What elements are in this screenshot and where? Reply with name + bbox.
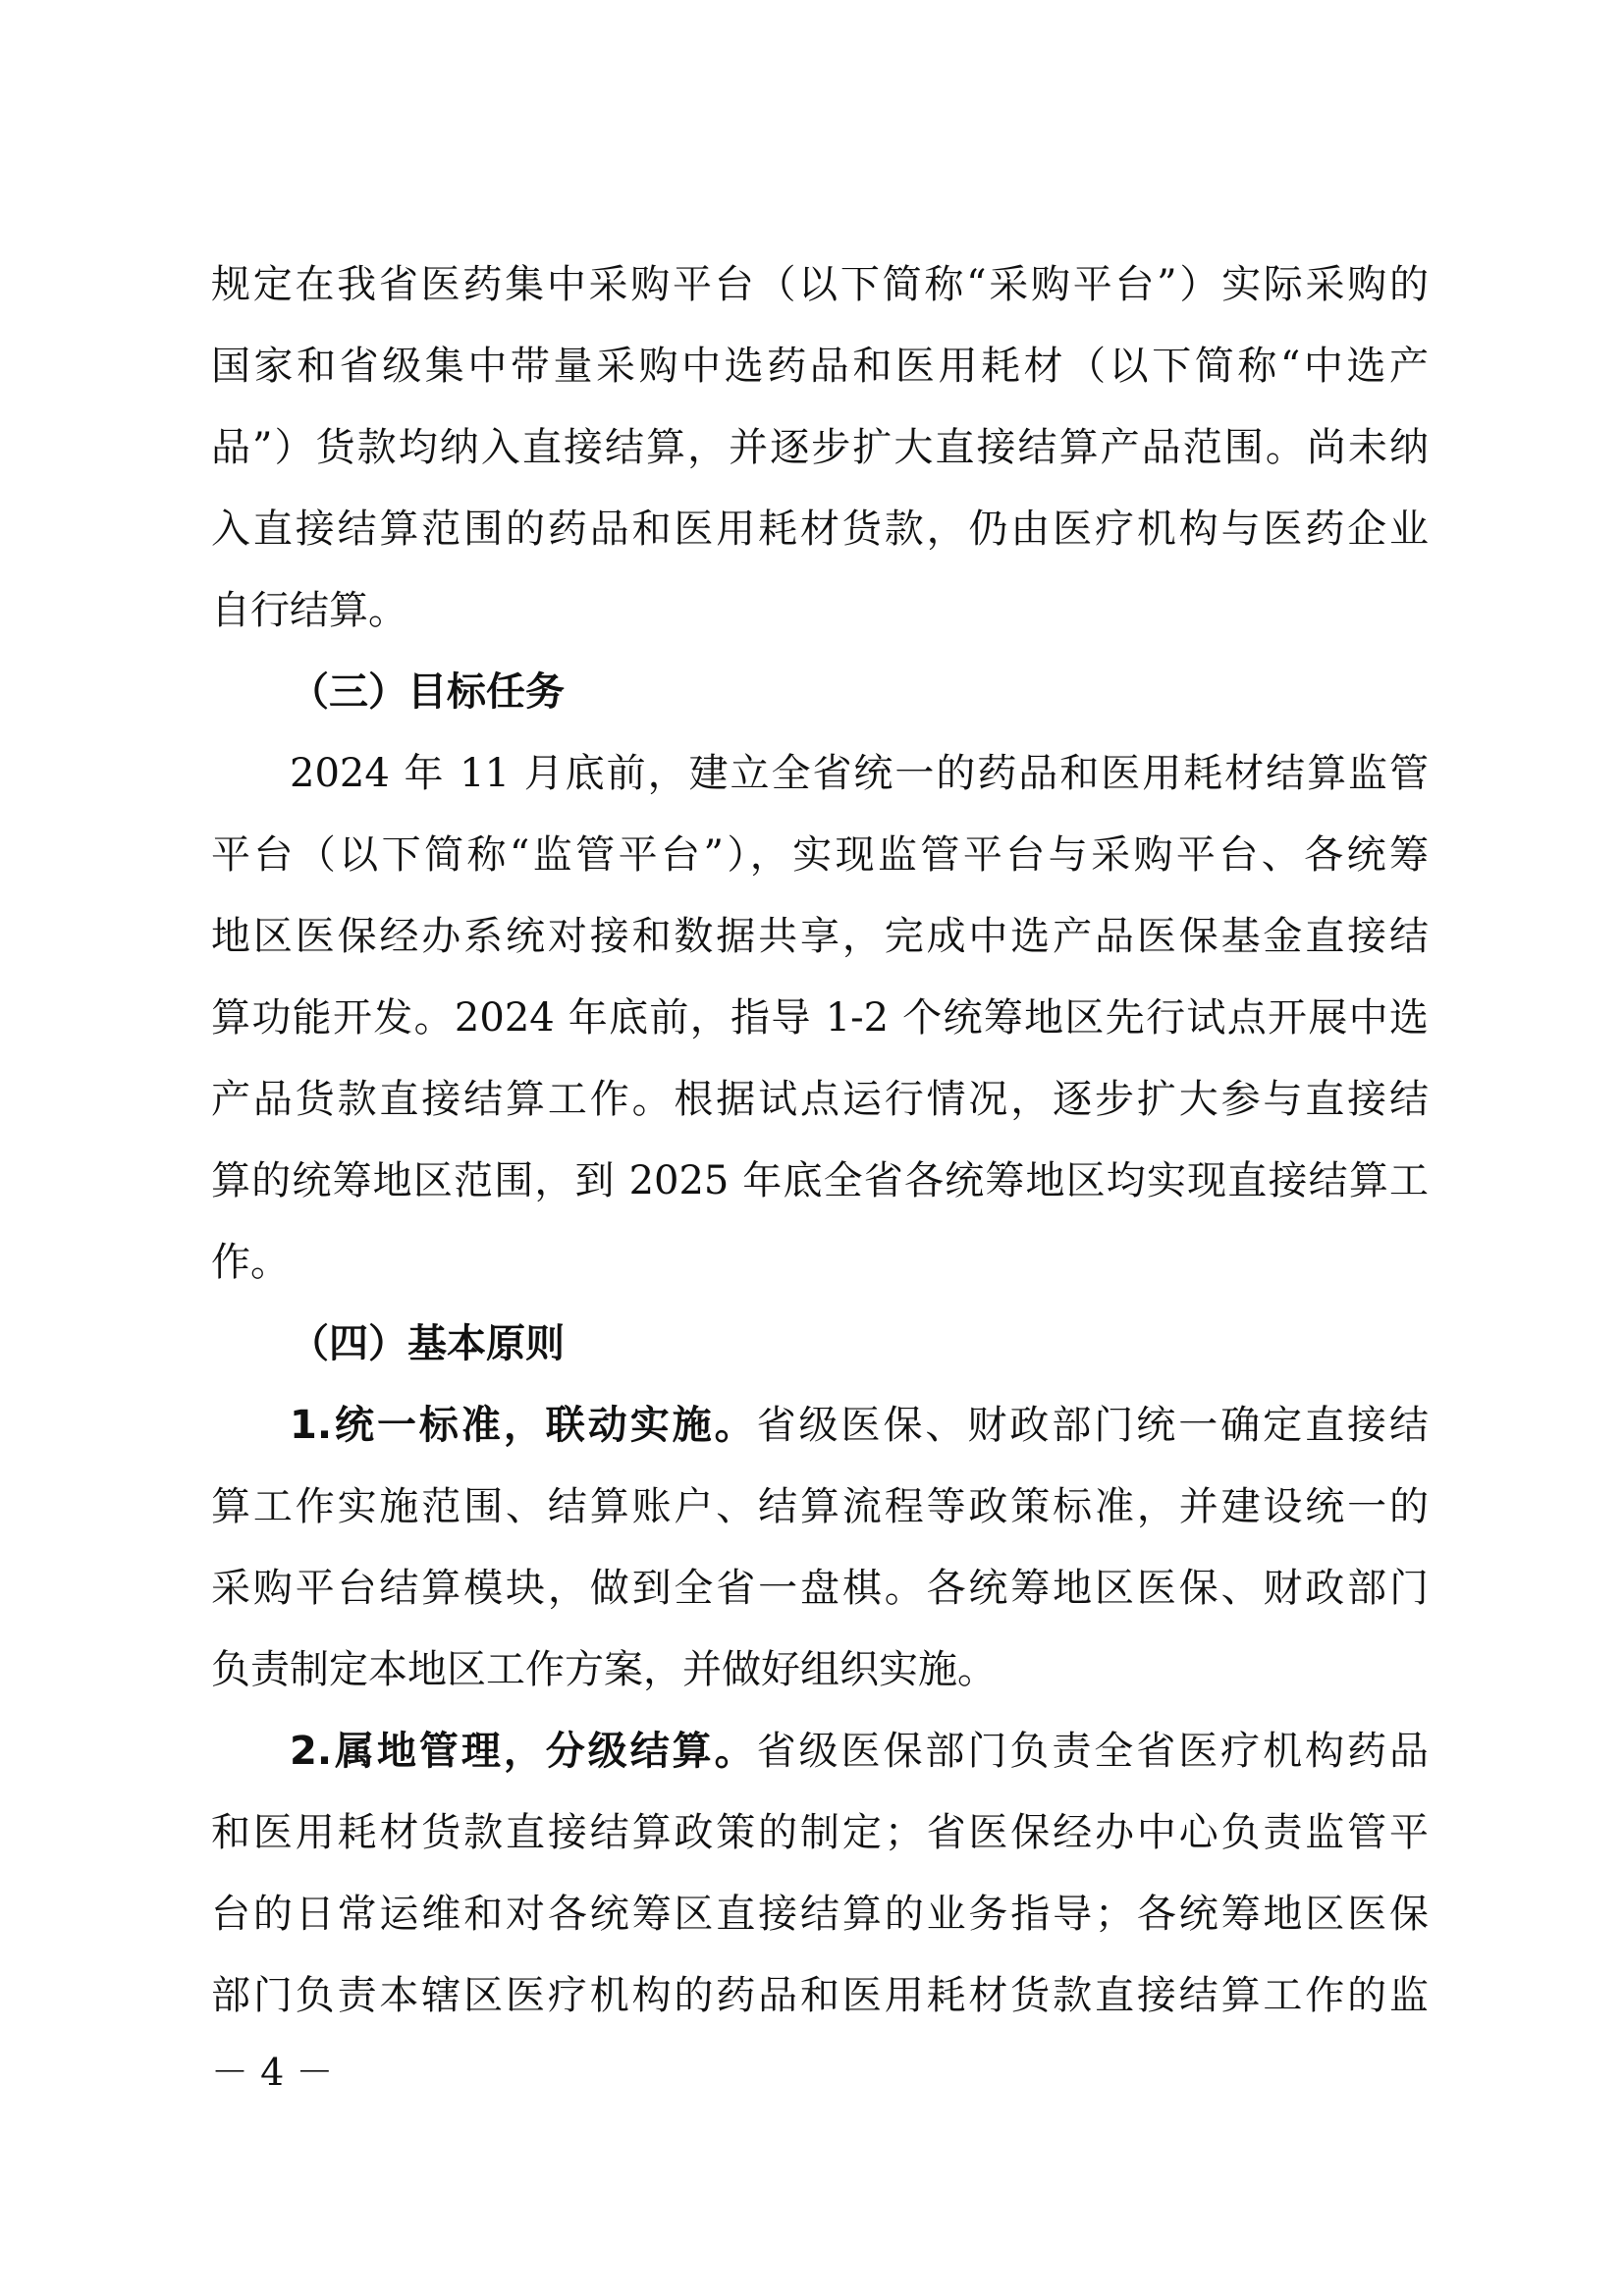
paragraph-line: 算工作实施范围、结算账户、结算流程等政策标准，并建设统一的 (211, 1484, 1429, 1529)
paragraph-line: 2024 年 11 月底前，建立全省统一的药品和医用耗材结算监管 (290, 751, 1429, 796)
paragraph-line: 品”）货款均纳入直接结算，并逐步扩大直接结算产品范围。尚未纳 (211, 425, 1429, 470)
paragraph-line: 国家和省级集中带量采购中选药品和医用耗材（以下简称“中选产 (211, 344, 1429, 389)
page-number: － 4 － (211, 2051, 334, 2094)
paragraph-line: 和医用耗材货款直接结算政策的制定；省医保经办中心负责监管平 (211, 1810, 1429, 1855)
principle-1-text: 省级医保、财政部门统一确定直接结 (756, 1403, 1429, 1448)
principle-2-title: 2.属地管理，分级结算。 (290, 1729, 757, 1774)
paragraph-line: 自行结算。 (211, 588, 407, 633)
paragraph-line: 入直接结算范围的药品和医用耗材货款，仍由医疗机构与医药企业 (211, 507, 1429, 552)
paragraph-line: 产品货款直接结算工作。根据试点运行情况，逐步扩大参与直接结 (211, 1077, 1429, 1122)
section-heading-target-tasks: （三）目标任务 (290, 669, 565, 715)
principle-1-title: 1.统一标准，联动实施。 (290, 1403, 757, 1448)
paragraph-line: 台的日常运维和对各统筹区直接结算的业务指导；各统筹地区医保 (211, 1892, 1429, 1937)
paragraph-line: 部门负责本辖区医疗机构的药品和医用耗材货款直接结算工作的监 (211, 1973, 1429, 2018)
paragraph-line: 负责制定本地区工作方案，并做好组织实施。 (211, 1647, 997, 1692)
paragraph-line: 平台（以下简称“监管平台”），实现监管平台与采购平台、各统筹 (211, 832, 1429, 878)
paragraph-line: 算功能开发。2024 年底前，指导 1-2 个统筹地区先行试点开展中选 (211, 995, 1429, 1041)
principle-2-first-line (290, 1724, 1429, 1779)
paragraph-line: 采购平台结算模块，做到全省一盘棋。各统筹地区医保、财政部门 (211, 1566, 1429, 1611)
paragraph-line: 规定在我省医药集中采购平台（以下简称“采购平台”）实际采购的 (211, 262, 1429, 307)
principle-1-first-line (290, 1398, 1429, 1453)
section-heading-basic-principles: （四）基本原则 (290, 1321, 565, 1366)
paragraph-line: 作。 (211, 1240, 290, 1285)
principle-2-text: 省级医保部门负责全省医疗机构药品 (756, 1729, 1429, 1774)
paragraph-line: 算的统筹地区范围，到 2025 年底全省各统筹地区均实现直接结算工 (211, 1158, 1429, 1203)
paragraph-line: 地区医保经办系统对接和数据共享，完成中选产品医保基金直接结 (211, 914, 1429, 959)
